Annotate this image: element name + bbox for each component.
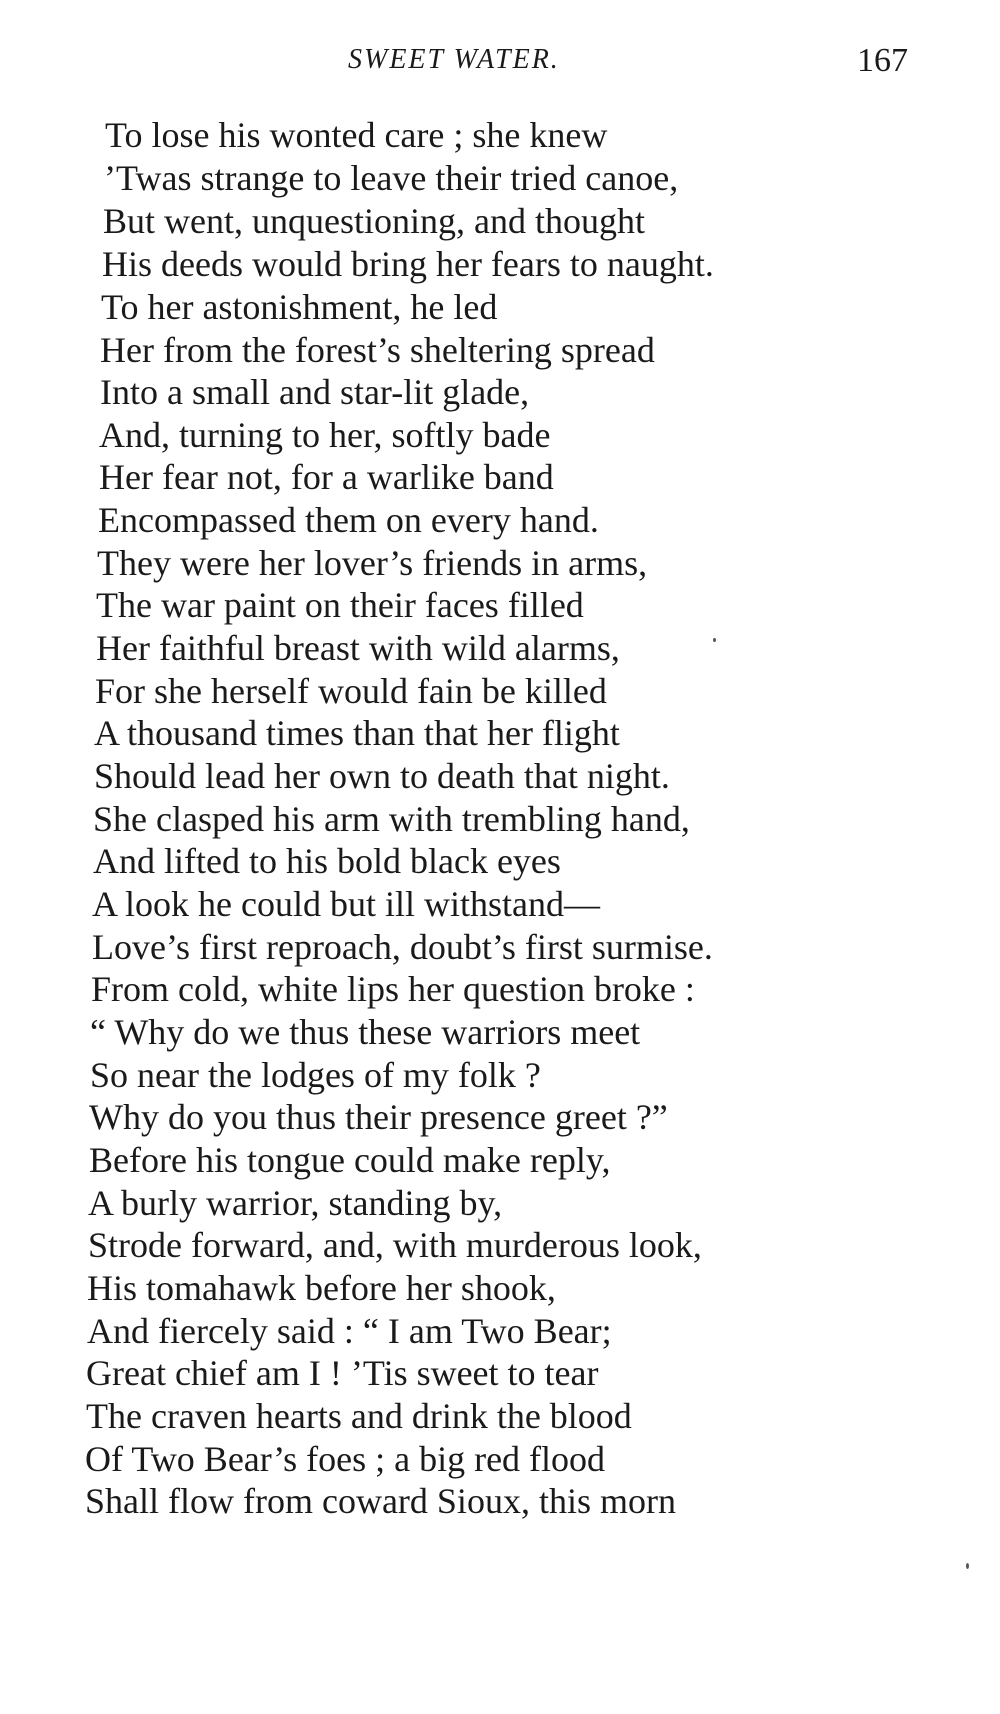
poem-line: Her from the forest’s sheltering spread [100,330,655,370]
poem-line: Shall flow from coward Sioux, this morn [85,1481,676,1521]
poem-line: Her faithful breast with wild alarms, [96,628,620,668]
page-number: 167 [857,42,908,79]
poem-line: Her fear not, for a warlike band [99,457,554,497]
poem-line: She clasped his arm with trembling hand, [93,799,690,839]
paper-speck [713,638,716,642]
poem-line: His deeds would bring her fears to naught. [102,244,714,284]
poem-line: For she herself would fain be killed [95,671,607,711]
poem-line: And fiercely said : “ I am Two Bear; [87,1311,612,1351]
poem-line: ’Twas strange to leave their tried canoe, [104,158,679,198]
poem-line: And lifted to his bold black eyes [93,841,561,881]
poem-line: So near the lodges of my folk ? [90,1055,541,1095]
poem-line: From cold, white lips her question broke : [91,969,695,1009]
poem-line: The war paint on their faces filled [96,585,584,625]
paper-speck [966,1563,969,1569]
poem-line: Encompassed them on every hand. [98,500,599,540]
poem-line: And, turning to her, softly bade [99,415,551,455]
poem-line: Should lead her own to death that night. [94,756,670,796]
poem-line: To her astonishment, he led [101,287,498,327]
poem-line: They were her lover’s friends in arms, [97,543,648,583]
poem-line: A burly warrior, standing by, [88,1183,503,1223]
running-title: SWEET WATER. [348,44,560,75]
poem-line: Why do you thus their presence greet ?” [89,1097,668,1137]
poem-line: To lose his wonted care ; she knew [105,115,608,155]
poem-line: Great chief am I ! ’Tis sweet to tear [86,1353,599,1393]
poem-line: Of Two Bear’s foes ; a big red flood [85,1439,606,1479]
poem-line: Into a small and star-lit glade, [100,372,530,412]
poem-line: His tomahawk before her shook, [87,1268,556,1308]
poem-line: A thousand times than that her flight [94,713,620,753]
poem-line: The craven hearts and drink the blood [86,1396,632,1436]
poem-line: Before his tongue could make reply, [89,1140,611,1180]
poem-line: But went, unquestioning, and thought [103,201,645,241]
running-head [0,44,1000,84]
poem-line: Strode forward, and, with murderous look, [88,1225,702,1265]
poem-line: Love’s first reproach, doubt’s first surmise. [92,927,713,967]
poem-line: “ Why do we thus these warriors meet [90,1012,641,1052]
poem-line: A look he could but ill withstand— [92,884,600,924]
